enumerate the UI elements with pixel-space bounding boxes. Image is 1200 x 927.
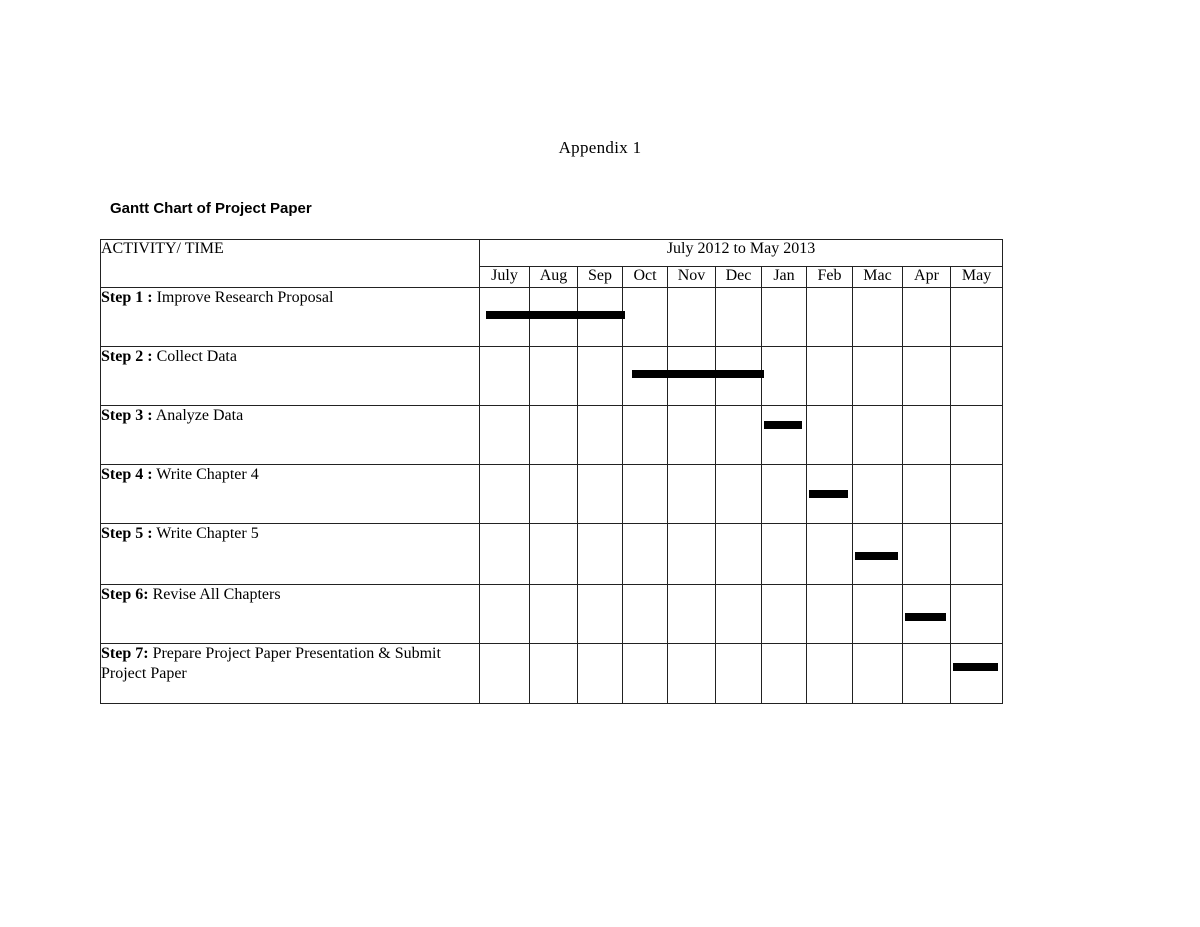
timeline-cell <box>530 288 578 347</box>
timeline-cell <box>762 644 807 704</box>
timeline-cell <box>903 465 951 524</box>
timeline-cell <box>807 644 853 704</box>
timeline-cell <box>623 406 668 465</box>
step-label: Step 1 : <box>101 289 153 306</box>
timeline-cell <box>951 644 1003 704</box>
month-header-feb: Feb <box>807 267 853 288</box>
timeline-cell <box>853 347 903 406</box>
timeline-cell <box>903 524 951 585</box>
timeline-cell <box>480 288 530 347</box>
timeline-cell <box>530 585 578 644</box>
gantt-bar <box>529 311 578 319</box>
timeline-cell <box>480 585 530 644</box>
timeline-cell <box>951 465 1003 524</box>
timeline-cell <box>807 465 853 524</box>
table-row <box>101 288 1003 347</box>
timeline-cell <box>480 524 530 585</box>
timeline-cell <box>530 465 578 524</box>
activity-name: Prepare Project Paper Presentation & Submit Project Paper <box>101 645 441 682</box>
timeline-cell <box>762 406 807 465</box>
month-header-sep: Sep <box>578 267 623 288</box>
gantt-table <box>100 239 1003 704</box>
gantt-bar <box>632 370 668 378</box>
gantt-bar <box>486 311 530 319</box>
month-header-jan: Jan <box>762 267 807 288</box>
activity-cell <box>101 465 480 524</box>
timeline-cell <box>668 585 716 644</box>
activity-cell <box>101 585 480 644</box>
activity-cell <box>101 524 480 585</box>
timeline-cell <box>668 406 716 465</box>
timeline-cell <box>578 288 623 347</box>
timeline-cell <box>578 465 623 524</box>
gantt-bar <box>905 613 946 621</box>
timeline-cell <box>853 585 903 644</box>
timeline-cell <box>853 524 903 585</box>
month-header-nov: Nov <box>668 267 716 288</box>
timeline-cell <box>762 585 807 644</box>
timeline-cell <box>903 347 951 406</box>
month-header-july: July <box>480 267 530 288</box>
gantt-bar <box>577 311 625 319</box>
timeline-cell <box>623 585 668 644</box>
month-header-may: May <box>951 267 1003 288</box>
timeline-cell <box>853 644 903 704</box>
timeline-cell <box>762 347 807 406</box>
timeline-cell <box>762 288 807 347</box>
activity-name: Revise All Chapters <box>152 586 281 603</box>
timeline-cell <box>530 406 578 465</box>
gantt-bar <box>667 370 716 378</box>
month-header-mac: Mac <box>853 267 903 288</box>
timeline-cell <box>480 465 530 524</box>
timeline-cell <box>807 585 853 644</box>
timeline-cell <box>903 644 951 704</box>
appendix-title: Appendix 1 <box>558 138 642 157</box>
step-label: Step 4 : <box>101 466 153 483</box>
month-header-oct: Oct <box>623 267 668 288</box>
timeline-cell <box>903 406 951 465</box>
timeline-cell <box>623 347 668 406</box>
month-header-aug: Aug <box>530 267 578 288</box>
table-row <box>101 644 1003 704</box>
activity-name: Collect Data <box>156 348 237 365</box>
gantt-body <box>101 288 1003 704</box>
activity-name: Write Chapter 5 <box>156 525 259 542</box>
timeline-cell <box>578 644 623 704</box>
timeline-cell <box>480 347 530 406</box>
timeline-cell <box>853 288 903 347</box>
timeline-cell <box>807 524 853 585</box>
gantt-bar <box>855 552 898 560</box>
timeline-cell <box>480 406 530 465</box>
timeline-cell <box>716 644 762 704</box>
period-header: July 2012 to May 2013 <box>480 240 1003 267</box>
timeline-cell <box>807 288 853 347</box>
gantt-bar <box>715 370 764 378</box>
timeline-cell <box>951 524 1003 585</box>
timeline-cell <box>623 524 668 585</box>
table-row <box>101 406 1003 465</box>
timeline-cell <box>903 288 951 347</box>
timeline-cell <box>578 585 623 644</box>
timeline-cell <box>623 644 668 704</box>
gantt-bar <box>809 490 848 498</box>
timeline-cell <box>951 288 1003 347</box>
timeline-cell <box>668 644 716 704</box>
activity-cell <box>101 347 480 406</box>
gantt-bar <box>764 421 802 429</box>
activity-cell <box>101 406 480 465</box>
timeline-cell <box>668 288 716 347</box>
step-label: Step 5 : <box>101 525 153 542</box>
timeline-cell <box>716 347 762 406</box>
timeline-cell <box>762 465 807 524</box>
step-label: Step 2 : <box>101 348 153 365</box>
timeline-cell <box>951 347 1003 406</box>
timeline-cell <box>716 465 762 524</box>
timeline-cell <box>623 288 668 347</box>
activity-name: Write Chapter 4 <box>156 466 259 483</box>
activity-cell <box>101 288 480 347</box>
timeline-cell <box>853 406 903 465</box>
table-row <box>101 524 1003 585</box>
timeline-cell <box>480 644 530 704</box>
timeline-cell <box>530 644 578 704</box>
chart-title: Gantt Chart of Project Paper <box>110 200 312 217</box>
table-row <box>101 347 1003 406</box>
activity-name: Analyze Data <box>155 407 244 424</box>
activity-name: Improve Research Proposal <box>156 289 334 306</box>
timeline-cell <box>623 465 668 524</box>
timeline-cell <box>716 406 762 465</box>
timeline-cell <box>530 347 578 406</box>
timeline-cell <box>951 585 1003 644</box>
activity-cell <box>101 644 480 704</box>
timeline-cell <box>578 406 623 465</box>
step-label: Step 6: <box>101 586 149 603</box>
timeline-cell <box>668 347 716 406</box>
month-header-dec: Dec <box>716 267 762 288</box>
timeline-cell <box>853 465 903 524</box>
timeline-cell <box>578 524 623 585</box>
timeline-cell <box>903 585 951 644</box>
timeline-cell <box>530 524 578 585</box>
step-label: Step 3 : <box>101 407 153 424</box>
timeline-cell <box>807 347 853 406</box>
activity-header: ACTIVITY/ TIME <box>101 240 480 288</box>
timeline-cell <box>716 585 762 644</box>
timeline-cell <box>668 524 716 585</box>
timeline-cell <box>578 347 623 406</box>
timeline-cell <box>951 406 1003 465</box>
table-row <box>101 585 1003 644</box>
timeline-cell <box>807 406 853 465</box>
month-header-apr: Apr <box>903 267 951 288</box>
table-row <box>101 465 1003 524</box>
timeline-cell <box>668 465 716 524</box>
timeline-cell <box>716 288 762 347</box>
gantt-bar <box>953 663 998 671</box>
timeline-cell <box>716 524 762 585</box>
timeline-cell <box>762 524 807 585</box>
step-label: Step 7: <box>101 645 149 662</box>
